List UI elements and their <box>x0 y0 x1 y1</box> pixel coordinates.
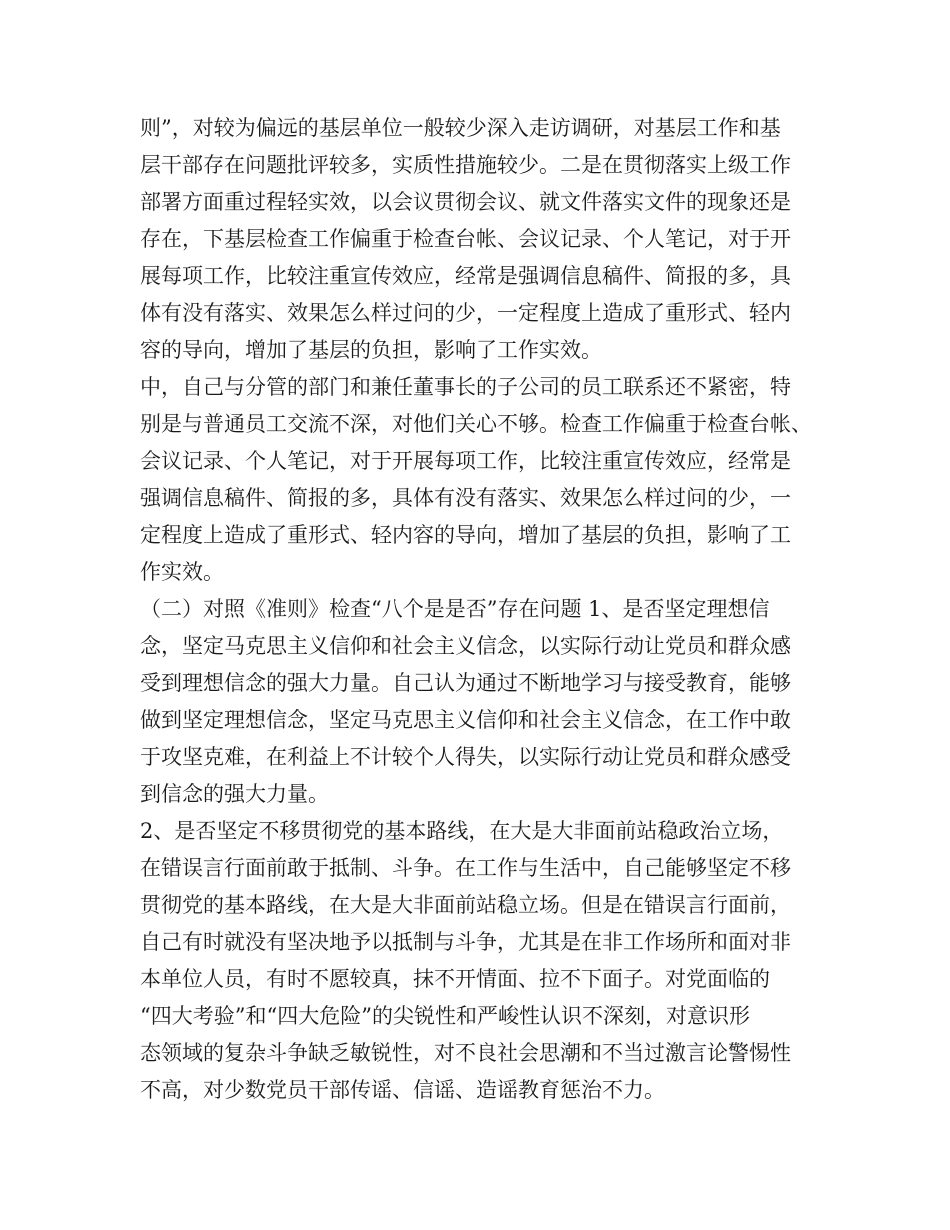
text-line: （二）对照《准则》检查“八个是是否”存在问题 1、是否坚定理想信 <box>140 597 770 621</box>
text-line: 到信念的强大力量。 <box>140 782 329 806</box>
text-line: 做到坚定理想信念，坚定马克思主义信仰和社会主义信念，在工作中敢 <box>140 708 791 732</box>
text-line: 在错误言行面前敢于抵制、斗争。在工作与生活中，自己能够坚定不移 <box>140 856 791 880</box>
text-line: 会议记录、个人笔记，对于开展每项工作，比较注重宣传效应，经常是 <box>140 449 791 473</box>
text-line: 2、是否坚定不移贯彻党的基本路线，在大是大非面前站稳政治立场， <box>140 819 784 843</box>
text-line: 展每项工作，比较注重宣传效应，经常是强调信息稿件、简报的多，具 <box>140 264 791 288</box>
text-line: 定程度上造成了重形式、轻内容的导向，增加了基层的负担，影响了工 <box>140 523 791 547</box>
text-line: 部署方面重过程轻实效，以会议贯彻会议、就文件落实文件的现象还是 <box>140 190 791 214</box>
text-line: 受到理想信念的强大力量。自己认为通过不断地学习与接受教育，能够 <box>140 671 791 695</box>
text-line: 态领域的复杂斗争缺乏敏锐性，对不良社会思潮和不当过激言论警惕性 <box>140 1041 791 1065</box>
text-line: 容的导向，增加了基层的负担，影响了工作实效。 <box>140 338 602 362</box>
text-line: 自己有时就没有坚决地予以抵制与斗争，尤其是在非工作场所和面对非 <box>140 930 791 954</box>
text-line: 于攻坚克难，在利益上不计较个人得失，以实际行动让党员和群众感受 <box>140 745 791 769</box>
text-line: 本单位人员，有时不愿较真，抹不开情面、拉不下面子。对党面临的 <box>140 967 770 991</box>
text-line: 念，坚定马克思主义信仰和社会主义信念，以实际行动让党员和群众感 <box>140 634 791 658</box>
body-text <box>140 110 830 1109</box>
text-line: 体有没有落实、效果怎么样过问的少，一定程度上造成了重形式、轻内 <box>140 301 791 325</box>
text-line: 存在，下基层检查工作偏重于检查台帐、会议记录、个人笔记，对于开 <box>140 227 791 251</box>
text-line: 别是与普通员工交流不深，对他们关心不够。检查工作偏重于检查台帐、 <box>140 412 812 436</box>
text-line: 贯彻党的基本路线，在大是大非面前站稳立场。但是在错误言行面前， <box>140 893 791 917</box>
text-line: 层干部存在问题批评较多，实质性措施较少。二是在贯彻落实上级工作 <box>140 153 791 177</box>
text-line: 不高，对少数党员干部传谣、信谣、造谣教育惩治不力。 <box>140 1078 665 1102</box>
text-line: 强调信息稿件、简报的多，具体有没有落实、效果怎么样过问的少，一 <box>140 486 791 510</box>
text-line: “四大考验”和“四大危险”的尖锐性和严峻性认识不深刻，对意识形 <box>140 1004 750 1028</box>
text-line: 作实效。 <box>140 560 224 584</box>
text-line: 中，自己与分管的部门和兼任董事长的子公司的员工联系还不紧密，特 <box>140 375 791 399</box>
text-line: 则”，对较为偏远的基层单位一般较少深入走访调研，对基层工作和基 <box>140 116 781 140</box>
